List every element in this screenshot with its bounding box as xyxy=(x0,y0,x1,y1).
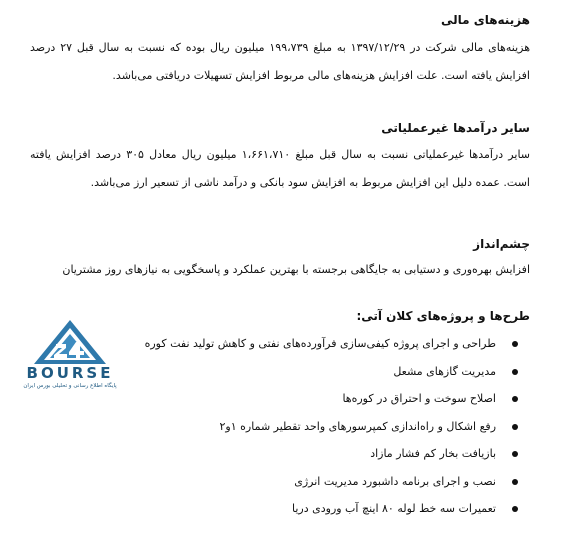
plans-list xyxy=(144,330,518,523)
bullet-icon xyxy=(512,369,518,375)
other-income-heading: سایر درآمدها غیرعملیاتی xyxy=(381,121,530,135)
plan-item xyxy=(144,330,518,358)
plan-item-text: رفع اشکال و راه‌اندازی کمپرسورهای واحد تقطیر شماره ۱و۲ xyxy=(219,419,496,433)
plan-item xyxy=(158,468,518,496)
vision-heading: چشم‌انداز xyxy=(473,237,530,251)
plan-item xyxy=(158,440,518,468)
plan-item xyxy=(158,413,518,441)
bullet-icon xyxy=(512,341,518,347)
plan-item xyxy=(158,358,518,386)
other-income-paragraph: سایر درآمدها غیرعملیاتی نسبت به سال قبل مبلغ ۱،۶۶۱،۷۱۰ میلیون ریال معادل ۳۰۵ درصد افزایش یافته است. عمده دلیل این افزایش مربوط به افزایش سود بانکی و درآمد ناشی از تسعیر ارز می‌باشد. xyxy=(30,148,531,189)
financial-costs-heading: هزینه‌های مالی xyxy=(440,13,530,27)
plan-item-text: اصلاح سوخت و احتراق در کوره‌ها xyxy=(342,392,496,405)
logo-subtitle: پایگاه اطلاع رسانی و تحلیلی بورس ایران xyxy=(23,383,117,389)
plans-heading: طرح‌ها و پروژه‌های کلان آتی: xyxy=(356,309,530,323)
plan-item-text: تعمیرات سه خط لوله ۸۰ اینچ آب ورودی دریا xyxy=(292,502,496,515)
bullet-icon xyxy=(512,451,518,457)
plan-item xyxy=(158,495,518,523)
plan-item xyxy=(158,385,518,413)
bourse-logo xyxy=(14,318,126,394)
bullet-icon xyxy=(512,424,518,430)
bullet-icon xyxy=(512,506,518,512)
financial-costs-paragraph: هزینه‌های مالی شرکت در ۱۳۹۷/۱۲/۲۹ به مبلغ ۱۹۹،۷۳۹ میلیون ریال بوده که نسبت به سال قبل ۲۷ درصد افزایش یافته است. علت افزایش هزینه‌های مالی مربوط افزایش تسهیلات دریافتی می‌باشد. xyxy=(30,41,530,82)
logo-wordmark: BOURSE xyxy=(26,364,114,382)
plan-item-text: مدیریت گازهای مشعل xyxy=(393,364,496,378)
bullet-icon xyxy=(512,396,518,402)
plan-item-text: نصب و اجرای برنامه داشبورد مدیریت انرژی xyxy=(294,474,496,488)
bullet-icon xyxy=(512,479,518,485)
plan-item-text: بازیافت بخار کم فشار مازاد xyxy=(370,447,496,460)
bourse-logo-icon xyxy=(32,318,108,366)
plan-item-text: طراحی و اجرای پروژه کیفی‌سازی فرآورده‌های نفتی و کاهش تولید نفت کوره xyxy=(144,337,496,350)
vision-paragraph: افزایش بهره‌وری و دستیابی به جایگاهی برجسته با بهترین عملکرد و پاسخگویی به نیازهای روز مشتریان xyxy=(62,263,530,276)
